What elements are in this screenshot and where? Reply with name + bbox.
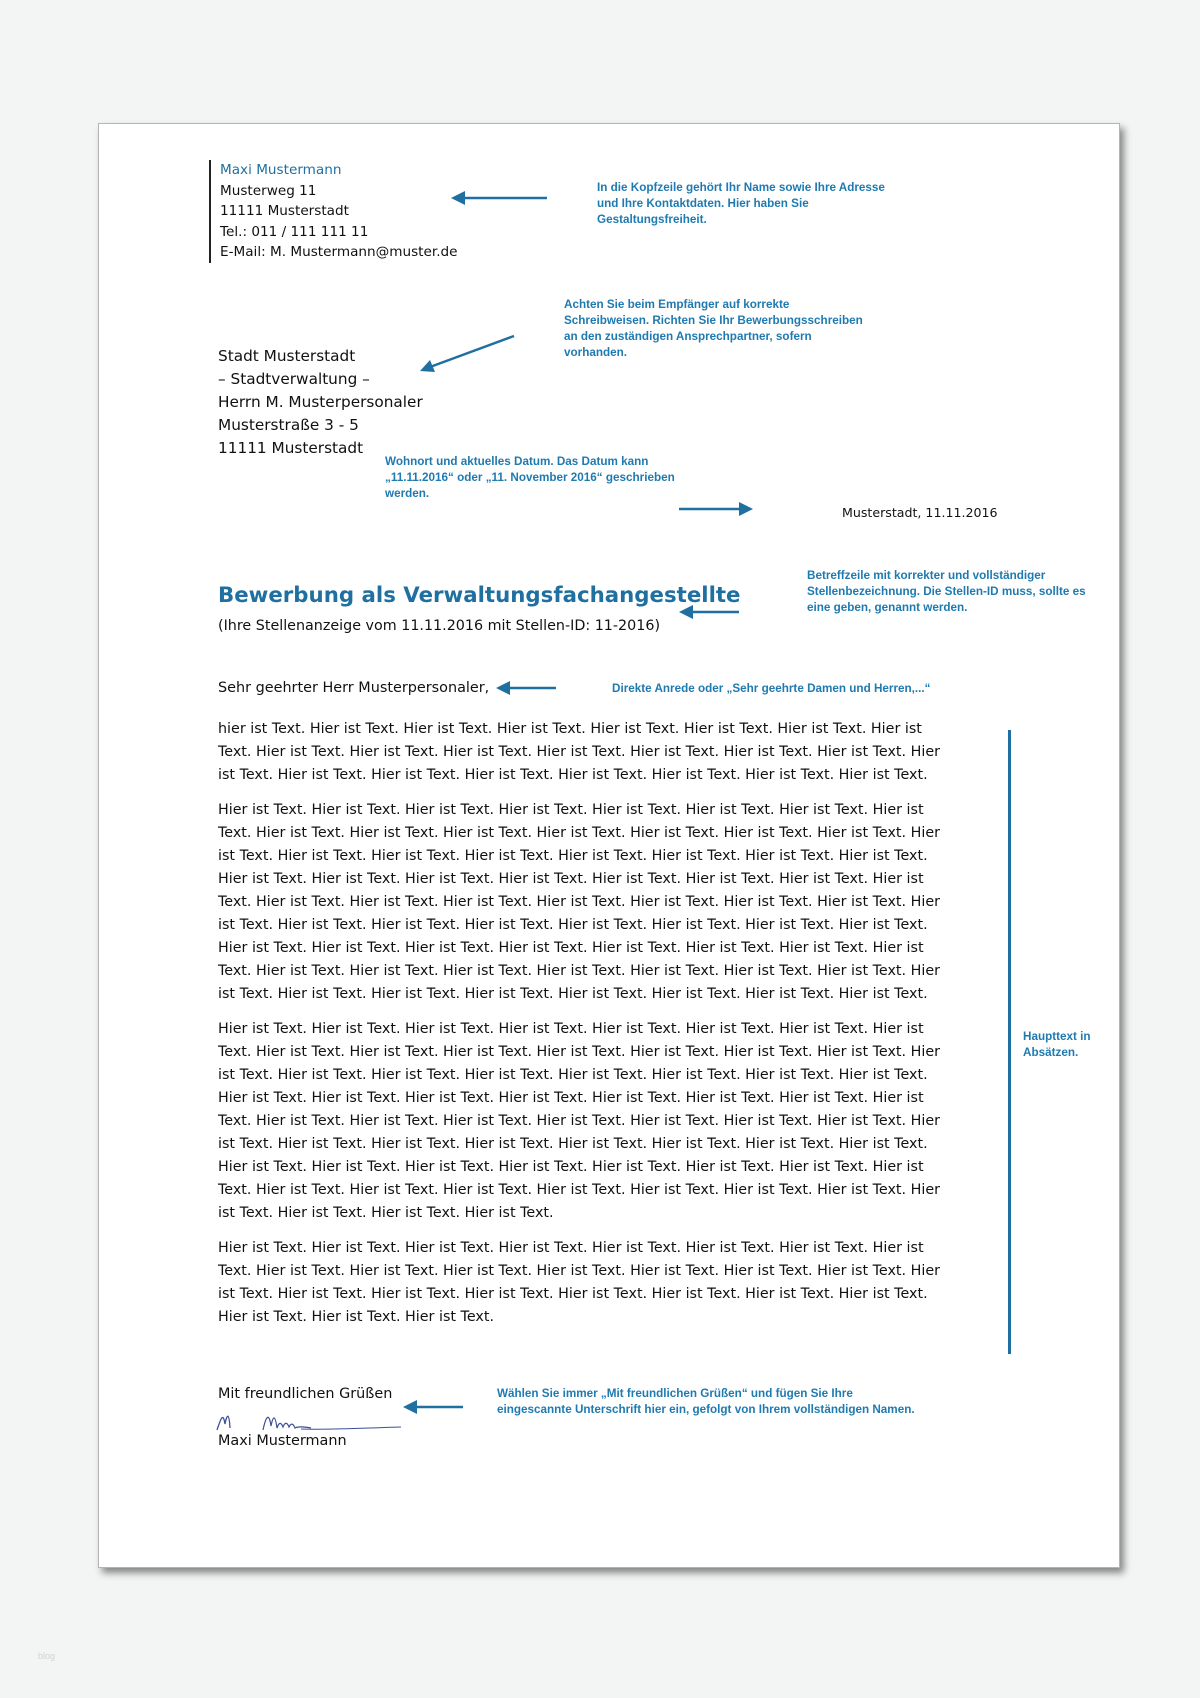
body-bracket-line [1008, 730, 1011, 1354]
handwritten-signature [213, 1408, 413, 1436]
body-paragraph: Hier ist Text. Hier ist Text. Hier ist Text. Hier ist Text. Hier ist Text. Hier ist Text. Hier ist Text. Hier ist Text. Hier ist Text. Hier ist Text. Hier ist Text. Hier ist Text. Hier ist Text. Hier ist Text. Hier ist Text. Hier ist Text. Hier ist Text. Hier ist Text. Hier ist Text. Hier ist Text. Hier ist Text. Hier ist Text. Hier ist Text. Hier ist Text. Hier ist Text. Hier ist Text. Hier ist Text. Hier ist Text. Hier ist Text. Hier ist Text. Hier ist Text. Hier ist Text. Hier ist Text. Hier ist Text. Hier ist Text. Hier ist Text. Hier ist Text. Hier ist Text. Hier ist Text. Hier ist Text. Hier ist Text. Hier ist Text. Hier ist Text. Hier ist Text. Hier ist Text. Hier ist Text. Hier ist Text. Hier ist Text. Hier ist Text. Hier ist Text. Hier ist Text. Hier ist Text. Hier ist Text. Hier ist Text. Hier ist Text. Hier ist Text. Hier ist Text. Hier ist Text. Hier ist Text. Hier ist Text. Hier ist Text. Hier ist Text. Hier ist Text. Hier ist Text. Hier ist Text. Hier ist Text. Hier ist Text. Hier ist Text. Hier ist Text. [218, 802, 941, 1002]
note-header: In die Kopfzeile gehört Ihr Name sowie Ihre Adresse und Ihre Kontaktdaten. Hier haben Sie Gestaltungsfreiheit. [597, 181, 885, 226]
body-paragraph: Hier ist Text. Hier ist Text. Hier ist Text. Hier ist Text. Hier ist Text. Hier ist Text. Hier ist Text. Hier ist Text. Hier ist Text. Hier ist Text. Hier ist Text. Hier ist Text. Hier ist Text. Hier ist Text. Hier ist Text. Hier ist Text. Hier ist Text. Hier ist Text. Hier ist Text. Hier ist Text. Hier ist Text. Hier ist Text. Hier ist Text. Hier ist Text. Hier ist Text. Hier ist Text. [218, 1240, 941, 1325]
recipient-block [218, 345, 423, 460]
arrow-left-icon [449, 187, 549, 209]
arrow-left-icon [677, 601, 741, 623]
sender-street: Musterweg 11 [220, 182, 317, 199]
arrow-left-icon [494, 677, 558, 699]
subject-title: Bewerbung als Verwaltungsfachangestellte [218, 583, 741, 608]
letter-page [98, 123, 1120, 1568]
body-paragraph: Hier ist Text. Hier ist Text. Hier ist Text. Hier ist Text. Hier ist Text. Hier ist Text. Hier ist Text. Hier ist Text. Hier ist Text. Hier ist Text. Hier ist Text. Hier ist Text. Hier ist Text. Hier ist Text. Hier ist Text. Hier ist Text. Hier ist Text. Hier ist Text. Hier ist Text. Hier ist Text. Hier ist Text. Hier ist Text. Hier ist Text. Hier ist Text. Hier ist Text. Hier ist Text. Hier ist Text. Hier ist Text. Hier ist Text. Hier ist Text. Hier ist Text. Hier ist Text. Hier ist Text. Hier ist Text. Hier ist Text. Hier ist Text. Hier ist Text. Hier ist Text. Hier ist Text. Hier ist Text. Hier ist Text. Hier ist Text. Hier ist Text. Hier ist Text. Hier ist Text. Hier ist Text. Hier ist Text. Hier ist Text. Hier ist Text. Hier ist Text. Hier ist Text. Hier ist Text. Hier ist Text. Hier ist Text. Hier ist Text. Hier ist Text. Hier ist Text. Hier ist Text. Hier ist Text. Hier ist Text. Hier ist Text. Hier ist Text. Hier ist Text. Hier ist Text. Hier ist Text. [218, 1021, 941, 1221]
arrow-down-left-icon [418, 332, 518, 374]
note-salutation: Direkte Anrede oder „Sehr geehrte Damen und Herren,...“ [612, 682, 931, 695]
note-subject: Betreffzeile mit korrekter und vollständiger Stellenbezeichnung. Die Stellen-ID muss, sollte es eine geben, genannt werden. [807, 569, 1086, 614]
recipient-line-3: Herrn M. Musterpersonaler [218, 393, 423, 411]
subject-subtitle: (Ihre Stellenanzeige vom 11.11.2016 mit Stellen-ID: 11-2016) [218, 618, 661, 634]
note-body: Haupttext in Absätzen. [1023, 1030, 1091, 1059]
closing: Mit freundlichen Grüßen [218, 1386, 393, 1402]
note-date: Wohnort und aktuelles Datum. Das Datum kann „11.11.2016“ oder „11. November 2016“ geschrieben werden. [385, 455, 675, 500]
recipient-line-4: Musterstraße 3 - 5 [218, 416, 359, 434]
watermark: blog [38, 1651, 56, 1661]
sender-block [209, 160, 458, 263]
recipient-line-5: 11111 Musterstadt [218, 439, 364, 457]
arrow-left-icon [401, 1396, 465, 1418]
sender-phone: Tel.: 011 / 111 111 11 [220, 223, 369, 240]
body-paragraph: hier ist Text. Hier ist Text. Hier ist Text. Hier ist Text. Hier ist Text. Hier ist Text. Hier ist Text. Hier ist Text. Hier ist Text. Hier ist Text. Hier ist Text. Hier ist Text. Hier ist Text. Hier ist Text. Hier ist Text. Hier ist Text. Hier ist Text. Hier ist Text. Hier ist Text. Hier ist Text. Hier ist Text. Hier ist Text. Hier ist Text. [218, 721, 941, 783]
salutation: Sehr geehrter Herr Musterpersonaler, [218, 680, 490, 696]
recipient-line-2: – Stadtverwaltung – [218, 370, 370, 388]
note-closing: Wählen Sie immer „Mit freundlichen Grüßen“ und fügen Sie Ihre eingescannte Unterschrift hier ein, gefolgt von Ihrem vollständigen Namen. [497, 1387, 915, 1416]
sender-name: Maxi Mustermann [220, 162, 342, 178]
note-recipient: Achten Sie beim Empfänger auf korrekte Schreibweisen. Richten Sie Ihr Bewerbungsschreiben an den zuständigen Ansprechpartner, sofern vorhanden. [564, 298, 863, 359]
letter-date: Musterstadt, 11.11.2016 [842, 505, 998, 520]
signature-name: Maxi Mustermann [218, 1433, 347, 1449]
recipient-line-1: Stadt Musterstadt [218, 347, 356, 365]
sender-email: E-Mail: M. Mustermann@muster.de [220, 244, 458, 260]
letter-body [218, 718, 950, 1341]
arrow-right-icon [677, 498, 757, 520]
sender-city: 11111 Musterstadt [220, 203, 349, 219]
